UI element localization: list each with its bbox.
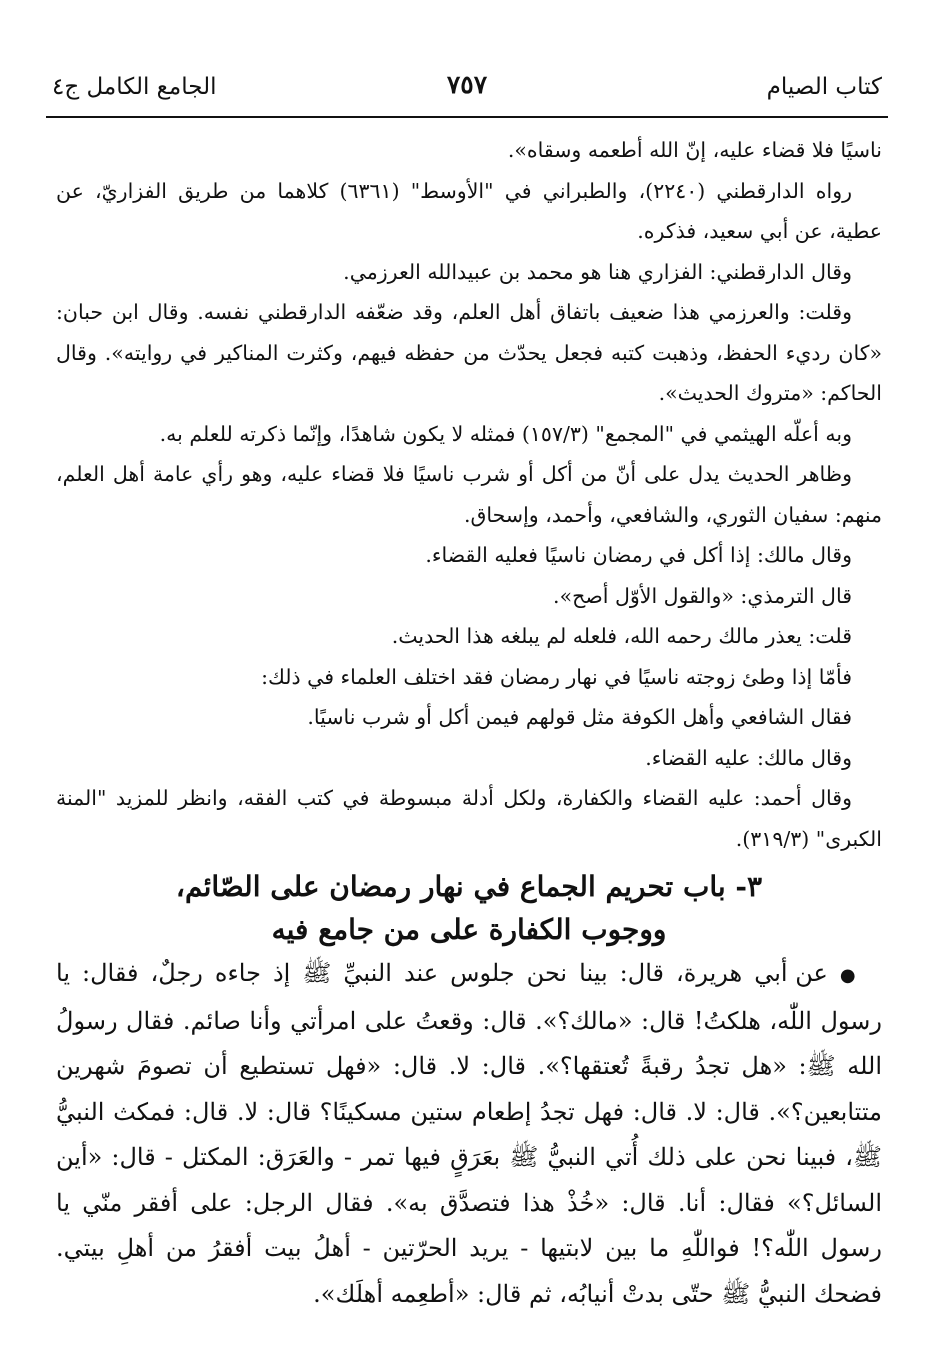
bullet-icon: ● bbox=[839, 965, 860, 986]
paragraph: وقال الدارقطني: الفزاري هنا هو محمد بن عبيدالله العرزمي. bbox=[343, 259, 852, 284]
paragraph: وظاهر الحديث يدل على أنّ من أكل أو شرب ناسيًا فلا قضاء عليه، وهو رأي عامة أهل العلم، منهم: سفيان الثوري، والشافعي، وأحمد، وإسحاق. bbox=[56, 462, 882, 527]
section-heading-line: ووجوب الكفارة على من جامع فيه bbox=[271, 913, 667, 946]
hadith-body: عن أبي هريرة، قال: بينا نحن جلوس عند النبيِّ ﷺ إذ جاءه رجلٌ، فقال: يا رسول اللّٰه، هلكتُ! قال: «مالك؟». قال: وقعتُ على امرأتي وأنا صائم. فقال رسولُ الله ﷺ: «هل تجدُ رقبةً تُعتقها؟». قال: لا. قال: «فهل تستطيع أن تصومَ شهرين متتابعين؟». قال: لا. قال: فهل تجدُ إطعام ستين مسكينًا؟ قال: لا. قال: فمكث النبيُّ ﷺ، فبينا نحن على ذلك أُتي النبيُّ ﷺ بعَرَقٍ فيها تمر - والعَرَق: المكتل - قال: «أين السائل؟» فقال: أنا. قال: «خُذْ هذا فتصدَّق به». فقال الرجل: على أفقر منّي يا رسول اللّٰه؟! فواللّٰهِ ما بين لابتيها - يريد الحرّتين - أهلُ بيت أفقرُ من أهلِ بيتي. فضحك النبيُّ ﷺ حتّى بدتْ أنيابُه، ثم قال: «أطعِمه أهلَك». bbox=[56, 959, 882, 1308]
hadith-text bbox=[56, 951, 882, 1317]
paragraph: قال الترمذي: «والقول الأوّل أصح». bbox=[553, 583, 852, 608]
paragraph: وقال أحمد: عليه القضاء والكفارة، ولكل أدلة مبسوطة في كتب الفقه، وانظر للمزيد "المنة الكبرى" (٣١٩/٣). bbox=[56, 786, 882, 851]
book-title: الجامع الكامل ج٤ bbox=[52, 74, 217, 100]
paragraph: وقال مالك: إذا أكل في رمضان ناسيًا فعليه القضاء. bbox=[425, 543, 852, 567]
paragraph: وقال مالك: عليه القضاء. bbox=[645, 745, 852, 770]
section-heading-line: ٣- باب تحريم الجماع في نهار رمضان على الصّائم، bbox=[175, 870, 763, 903]
page-body bbox=[56, 130, 882, 1317]
paragraph: وقلت: والعرزمي هذا ضعيف باتفاق أهل العلم، وقد ضعّفه الدارقطني نفسه. وقال ابن حبان: «كان رديء الحفظ، وذهبت كتبه فجعل يحدّث من حفظه فيهم، وكثرت المناكير في روايته». وقال الحاكم: «متروك الحديث». bbox=[56, 300, 882, 405]
paragraph: وبه أعلّه الهيثمي في "المجمع" (١٥٧/٣) فمثله لا يكون شاهدًا، وإنّما ذكرته للعلم به. bbox=[159, 421, 852, 446]
paragraph: رواه الدارقطني (٢٢٤٠)، والطبراني في "الأوسط" (٦٣٦١) كلاهما من طريق الفزاريّ، عن عطية، عن أبي سعيد، فذكره. bbox=[56, 178, 882, 243]
section-heading bbox=[56, 865, 882, 951]
running-header bbox=[52, 62, 882, 112]
page-number: ٧٥٧ bbox=[446, 70, 488, 99]
paragraph: ناسيًا فلا قضاء عليه، إنّ الله أطعمه وسقاه». bbox=[507, 138, 882, 162]
paragraph: فقال الشافعي وأهل الكوفة مثل قولهم فيمن أكل أو شرب ناسيًا. bbox=[307, 705, 852, 729]
header-rule bbox=[46, 116, 888, 118]
paragraph: قلت: يعذر مالك رحمه الله، فلعله لم يبلغه هذا الحديث. bbox=[391, 624, 852, 648]
paragraph: فأمّا إذا وطئ زوجته ناسيًا في نهار رمضان فقد اختلف العلماء في ذلك: bbox=[261, 664, 852, 689]
chapter-title: كتاب الصيام bbox=[766, 74, 882, 100]
